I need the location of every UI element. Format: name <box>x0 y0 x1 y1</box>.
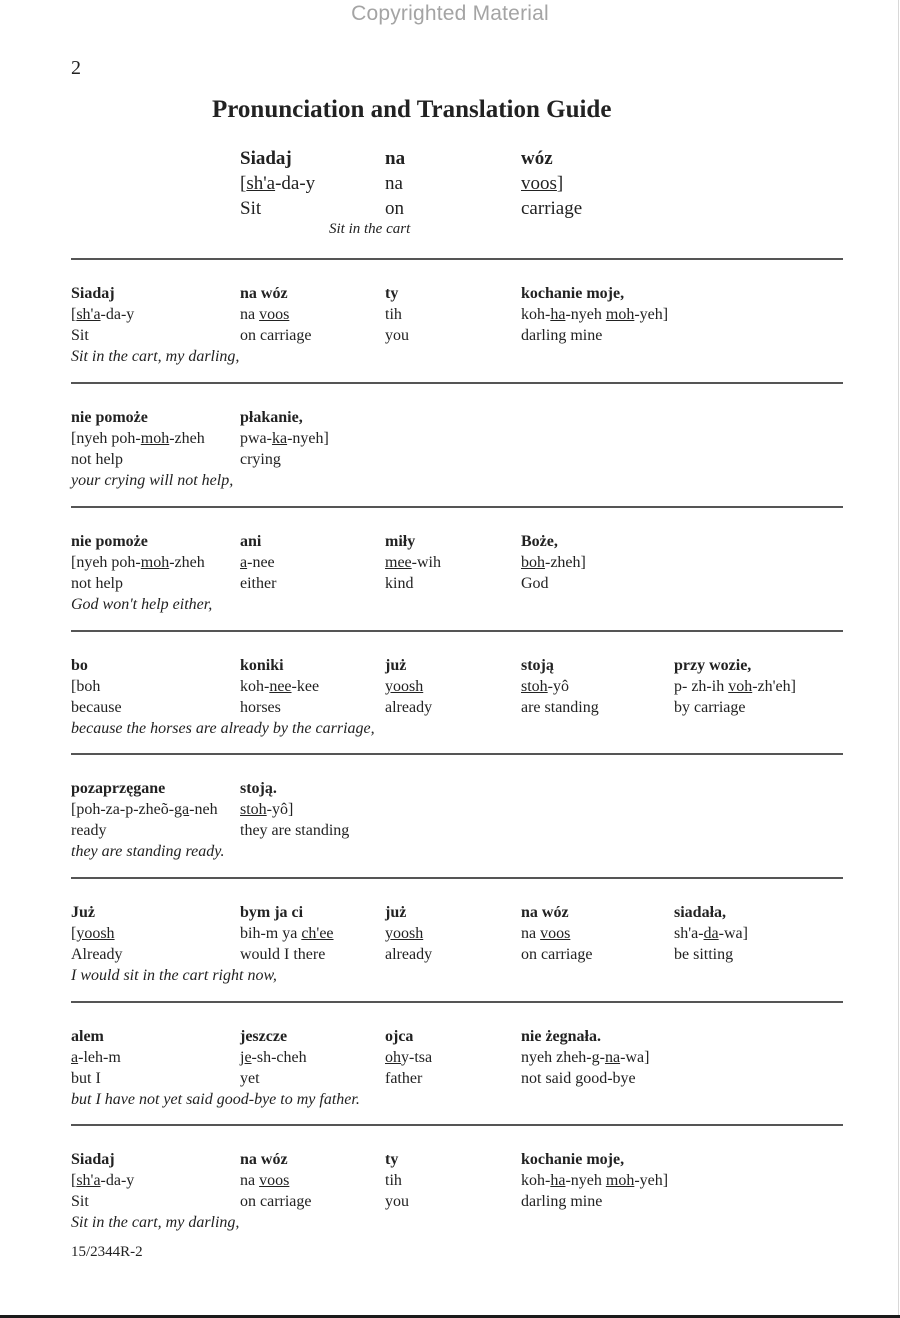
pronunciation: ohy-tsa <box>385 1049 433 1066</box>
pronunciation: [poh-za-p-zheõ-ga-neh <box>71 801 218 818</box>
line-translation: Sit in the cart, my darling, <box>71 1214 240 1231</box>
pronunciation: [sh'a-da-y <box>71 1172 135 1189</box>
literal-meaning: kind <box>385 575 414 592</box>
watermark: Copyrighted Material <box>351 2 549 25</box>
polish-word: na wóz <box>521 904 569 921</box>
literal-meaning: not help <box>71 451 123 468</box>
pronunciation: je-sh-cheh <box>240 1049 307 1066</box>
pronunciation: tih <box>385 306 402 323</box>
line-translation: they are standing ready. <box>71 843 225 860</box>
pronunciation: nyeh zheh-g-na-wa] <box>521 1049 650 1066</box>
literal-meaning: you <box>385 1193 409 1210</box>
pronunciation: yoosh <box>385 678 424 695</box>
pronunciation: bih-m ya ch'ee <box>240 925 334 942</box>
polish-word: nie pomoże <box>71 409 148 426</box>
literal-meaning: God <box>521 575 549 592</box>
page-title: Pronunciation and Translation Guide <box>212 96 612 123</box>
pronunciation: [yoosh <box>71 925 115 942</box>
polish-word: ty <box>385 1151 399 1168</box>
polish-word: jeszcze <box>240 1028 288 1045</box>
polish-word: bo <box>71 657 88 674</box>
intro-word: na <box>385 148 406 169</box>
pronunciation: na voos <box>240 1172 290 1189</box>
polish-word: płakanie, <box>240 409 303 426</box>
literal-meaning: yet <box>240 1070 260 1087</box>
polish-word: ojca <box>385 1028 414 1045</box>
stanza <box>0 407 900 497</box>
pronunciation: stoh-yô] <box>240 801 294 818</box>
literal-meaning: darling mine <box>521 327 603 344</box>
literal-meaning: horses <box>240 699 281 716</box>
literal-meaning: already <box>385 699 433 716</box>
polish-word: na wóz <box>240 285 288 302</box>
intro-meaning: carriage <box>521 198 583 219</box>
pronunciation: sh'a-da-wa] <box>674 925 748 942</box>
polish-word: stoją <box>521 657 554 674</box>
intro-pronunciation: [sh'a-da-y <box>240 173 316 194</box>
literal-meaning: but I <box>71 1070 101 1087</box>
literal-meaning: on carriage <box>521 946 593 963</box>
polish-word: miły <box>385 533 416 550</box>
line-translation: God won't help either, <box>71 596 213 613</box>
pronunciation: [sh'a-da-y <box>71 306 135 323</box>
literal-meaning: crying <box>240 451 281 468</box>
literal-meaning: already <box>385 946 433 963</box>
literal-meaning: you <box>385 327 409 344</box>
stanza <box>0 283 900 373</box>
intro-pronunciation: voos] <box>521 173 564 194</box>
literal-meaning: either <box>240 575 277 592</box>
polish-word: kochanie moje, <box>521 285 625 302</box>
polish-word: stoją. <box>240 780 277 797</box>
page-number: 2 <box>71 57 81 79</box>
pronunciation: na voos <box>240 306 290 323</box>
polish-word: przy wozie, <box>674 657 752 674</box>
section-divider <box>71 382 843 384</box>
polish-word: alem <box>71 1028 104 1045</box>
literal-meaning: are standing <box>521 699 599 716</box>
pronunciation: mee-wih <box>385 554 441 571</box>
polish-word: nie żegnała. <box>521 1028 601 1045</box>
section-divider <box>71 630 843 632</box>
intro-word: wóz <box>521 148 553 169</box>
polish-word: nie pomoże <box>71 533 148 550</box>
stanza <box>0 1026 900 1116</box>
polish-word: bym ja ci <box>240 904 304 921</box>
section-divider <box>71 877 843 879</box>
pronunciation: [boh <box>71 678 101 695</box>
section-divider <box>71 506 843 508</box>
pronunciation: tih <box>385 1172 402 1189</box>
line-translation: because the horses are already by the carriage, <box>71 720 375 737</box>
literal-meaning: Sit <box>71 1193 89 1210</box>
literal-meaning: darling mine <box>521 1193 603 1210</box>
stanza <box>0 1149 900 1239</box>
pronunciation: a-leh-m <box>71 1049 121 1066</box>
section-divider <box>71 258 843 260</box>
intro-pronunciation: na <box>385 173 403 194</box>
polish-word: Siadaj <box>71 285 115 302</box>
catalog-number: 15/2344R-2 <box>71 1244 143 1260</box>
pronunciation: stoh-yô <box>521 678 569 695</box>
intro-translation: Sit in the cart <box>329 221 411 237</box>
pronunciation: koh-ha-nyeh moh-yeh] <box>521 306 669 323</box>
literal-meaning: would I there <box>240 946 326 963</box>
literal-meaning: Already <box>71 946 123 963</box>
literal-meaning: not said good-bye <box>521 1070 636 1087</box>
polish-word: Siadaj <box>71 1151 115 1168</box>
polish-word: ty <box>385 285 399 302</box>
stanza <box>0 531 900 621</box>
polish-word: już <box>385 904 407 921</box>
literal-meaning: because <box>71 699 122 716</box>
polish-word: ani <box>240 533 262 550</box>
literal-meaning: ready <box>71 822 107 839</box>
line-translation: but I have not yet said good-bye to my father. <box>71 1091 360 1108</box>
pronunciation: p- zh-ih voh-zh'eh] <box>674 678 796 695</box>
pronunciation: pwa-ka-nyeh] <box>240 430 329 447</box>
intro-word: Siadaj <box>240 148 292 169</box>
pronunciation: yoosh <box>385 925 424 942</box>
literal-meaning: Sit <box>71 327 89 344</box>
polish-word: pozaprzęgane <box>71 780 166 797</box>
literal-meaning: they are standing <box>240 822 350 839</box>
line-translation: your crying will not help, <box>71 472 234 489</box>
polish-word: już <box>385 657 407 674</box>
literal-meaning: father <box>385 1070 423 1087</box>
line-translation: I would sit in the cart right now, <box>71 967 277 984</box>
stanza <box>0 778 900 868</box>
intro-meaning: Sit <box>240 198 262 219</box>
pronunciation: a-nee <box>240 554 275 571</box>
polish-word: na wóz <box>240 1151 288 1168</box>
section-divider <box>71 1001 843 1003</box>
literal-meaning: by carriage <box>674 699 746 716</box>
pronunciation: koh-ha-nyeh moh-yeh] <box>521 1172 669 1189</box>
pronunciation: [nyeh poh-moh-zheh <box>71 554 205 571</box>
polish-word: Boże, <box>521 533 558 550</box>
pronunciation: na voos <box>521 925 571 942</box>
polish-word: kochanie moje, <box>521 1151 625 1168</box>
pronunciation: koh-nee-kee <box>240 678 320 695</box>
polish-word: Już <box>71 904 95 921</box>
line-translation: Sit in the cart, my darling, <box>71 348 240 365</box>
polish-word: siadała, <box>674 904 727 921</box>
pronunciation: boh-zheh] <box>521 554 586 571</box>
polish-word: koniki <box>240 657 284 674</box>
literal-meaning: on carriage <box>240 327 312 344</box>
stanza <box>0 655 900 745</box>
literal-meaning: not help <box>71 575 123 592</box>
section-divider <box>71 753 843 755</box>
literal-meaning: on carriage <box>240 1193 312 1210</box>
stanza <box>0 902 900 992</box>
section-divider <box>71 1124 843 1126</box>
literal-meaning: be sitting <box>674 946 734 963</box>
pronunciation: [nyeh poh-moh-zheh <box>71 430 205 447</box>
intro-meaning: on <box>385 198 404 219</box>
